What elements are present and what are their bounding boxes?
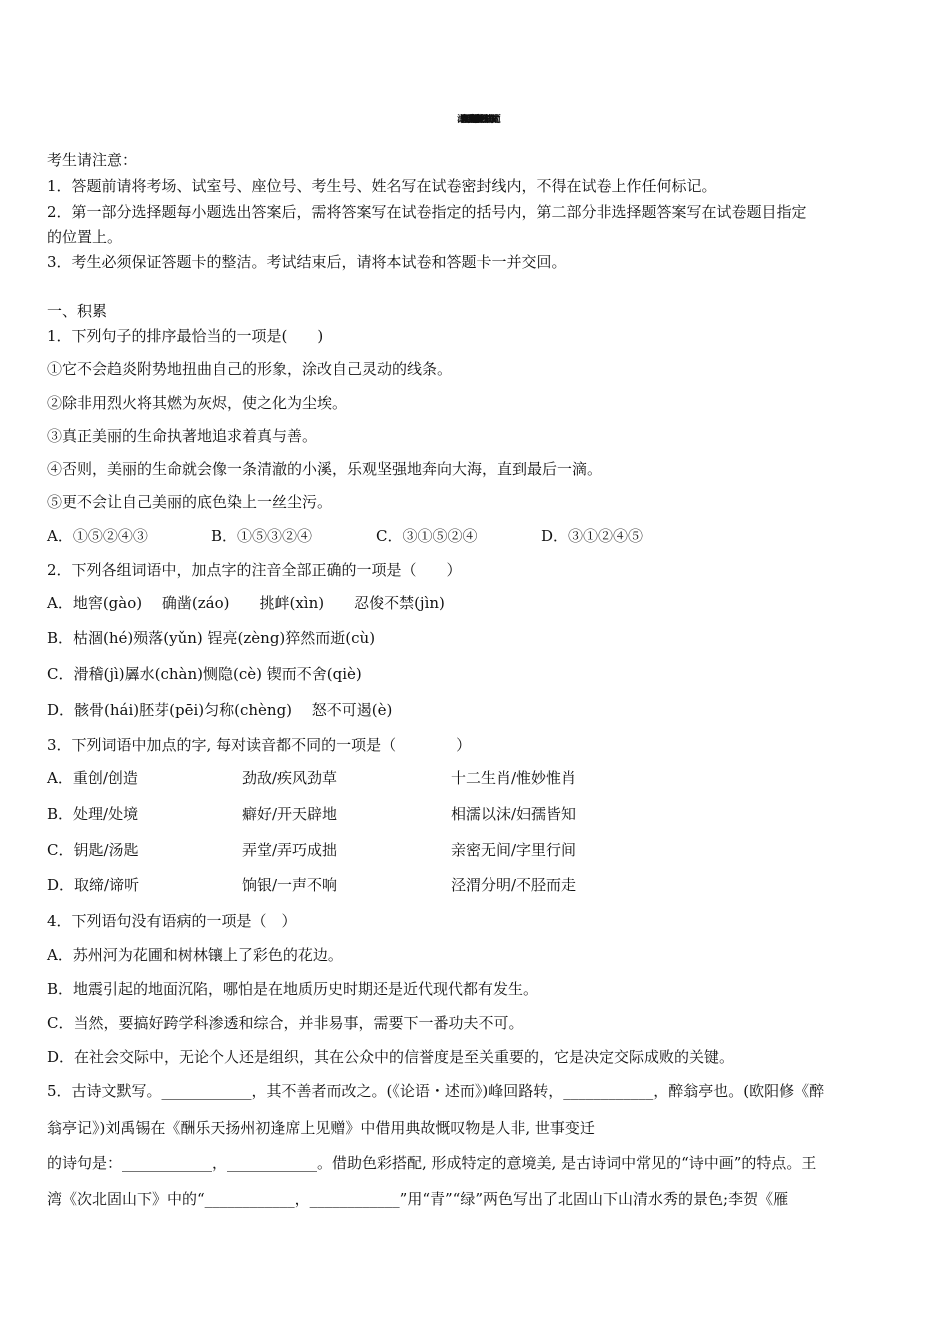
- question-2-option-b: B．枯涸(hé)殒落(yǔn) 锃亮(zèng)猝然而逝(cù): [47, 629, 376, 647]
- question-1-option-c: C．③①⑤②④: [376, 527, 478, 545]
- question-2-option-d: D．骸骨(hái)胚芽(pēi)匀称(chèng) 怒不可遏(è): [47, 701, 393, 719]
- notice-item-2: 2．第一部分选择题每小题选出答案后，需将答案写在试卷指定的括号内，第二部分非选择题答案写在试卷题目指定: [47, 203, 807, 221]
- question-3-row-c-col-2: 弄堂/弄巧成拙: [242, 841, 338, 859]
- question-2-option-c: C．滑稽(jì)羼水(chàn)恻隐(cè) 锲而不舍(qiè): [47, 665, 362, 683]
- question-4-option-d: D．在社会交际中，无论个人还是组织，其在公众中的信誉度是至关重要的，它是决定交际成败的关键。: [47, 1048, 735, 1066]
- question-4-stem: 4．下列语句没有语病的一项是（ ）: [47, 912, 297, 930]
- notice-item-2-cont: 的位置上。: [47, 228, 123, 246]
- exam-title: 湖北省襄阳市四中学义教部重点中学2026年初三二轮复习研四性考试（四）语文试题: [457, 115, 493, 125]
- question-3-row-c-col-1: C．钥匙/汤匙: [47, 841, 139, 859]
- question-1-sentence-1: ①它不会趋炎附势地扭曲自己的形象，涂改自己灵动的线条。: [47, 360, 453, 378]
- question-3-row-b-col-3: 相濡以沫/妇孺皆知: [451, 805, 577, 823]
- question-4-option-c: C．当然，要搞好跨学科渗透和综合，并非易事，需要下一番功夫不可。: [47, 1014, 524, 1032]
- notice-item-1: 1．答题前请将考场、试室号、座位号、考生号、姓名写在试卷密封线内，不得在试卷上作任何标记。: [47, 177, 717, 195]
- notice-item-3: 3．考生必须保证答题卡的整洁。考试结束后，请将本试卷和答题卡一并交回。: [47, 253, 567, 271]
- question-1-sentence-2: ②除非用烈火将其燃为灰烬，使之化为尘埃。: [47, 394, 348, 412]
- question-5-line-2: 翁亭记》)刘禹锡在《酬乐天扬州初逢席上见赠》中借用典故慨叹物是人非, 世事变迁: [47, 1119, 595, 1137]
- question-1-option-b: B．①⑤③②④: [211, 527, 313, 545]
- question-1-option-a: A．①⑤②④③: [47, 527, 148, 545]
- question-5-line-4: 湾《次北固山下》中的“____________，____________”用“青”“绿”两色写出了北固山下山清水秀的景色;李贺《雁: [47, 1190, 789, 1208]
- question-4-option-b: B．地震引起的地面沉陷，哪怕是在地质历史时期还是近代现代都有发生。: [47, 980, 539, 998]
- question-3-row-d-col-3: 泾渭分明/不胫而走: [451, 876, 577, 894]
- question-3-row-a-col-3: 十二生肖/惟妙惟肖: [451, 769, 577, 787]
- question-3-row-b-col-1: B．处理/处境: [47, 805, 139, 823]
- question-1-sentence-3: ③真正美丽的生命执著地追求着真与善。: [47, 427, 318, 445]
- question-1-stem: 1．下列句子的排序最恰当的一项是( ): [47, 327, 324, 345]
- question-3-stem: 3．下列词语中加点的字, 每对读音都不同的一项是（ ）: [47, 736, 472, 754]
- question-1-option-d: D．③①②④⑤: [541, 527, 644, 545]
- question-1-sentence-4: ④否则，美丽的生命就会像一条清澈的小溪，乐观坚强地奔向大海，直到最后一滴。: [47, 460, 603, 478]
- question-1-sentence-5: ⑤更不会让自己美丽的底色染上一丝尘污。: [47, 493, 333, 511]
- question-3-row-a-col-1: A．重创/创造: [47, 769, 138, 787]
- question-2-stem: 2．下列各组词语中，加点字的注音全部正确的一项是（ ）: [47, 561, 462, 579]
- question-3-row-d-col-2: 饷银/一声不响: [242, 876, 338, 894]
- question-3-row-a-col-2: 劲敌/疾风劲草: [242, 769, 338, 787]
- section-heading: 一、积累: [47, 302, 108, 320]
- question-3-row-d-col-1: D．取缔/谛听: [47, 876, 140, 894]
- question-3-row-b-col-2: 癖好/开天辟地: [242, 805, 338, 823]
- question-2-option-a: A．地窖(gào) 确凿(záo) 挑衅(xìn) 忍俊不禁(jìn): [47, 594, 445, 612]
- question-4-option-a: A．苏州河为花圃和树林镶上了彩色的花边。: [47, 946, 343, 964]
- question-3-row-c-col-3: 亲密无间/字里行间: [451, 841, 577, 859]
- notice-header: 考生请注意：: [47, 151, 138, 169]
- question-5-line-1: 5．古诗文默写。____________，其不善者而改之。(《论语・述而》)峰回路转，____________，醉翁亭也。(欧阳修《醉: [47, 1082, 825, 1100]
- question-5-line-3: 的诗句是：____________，____________。借助色彩搭配, 形成特定的意境美, 是古诗词中常见的“诗中画”的特点。王: [47, 1154, 817, 1172]
